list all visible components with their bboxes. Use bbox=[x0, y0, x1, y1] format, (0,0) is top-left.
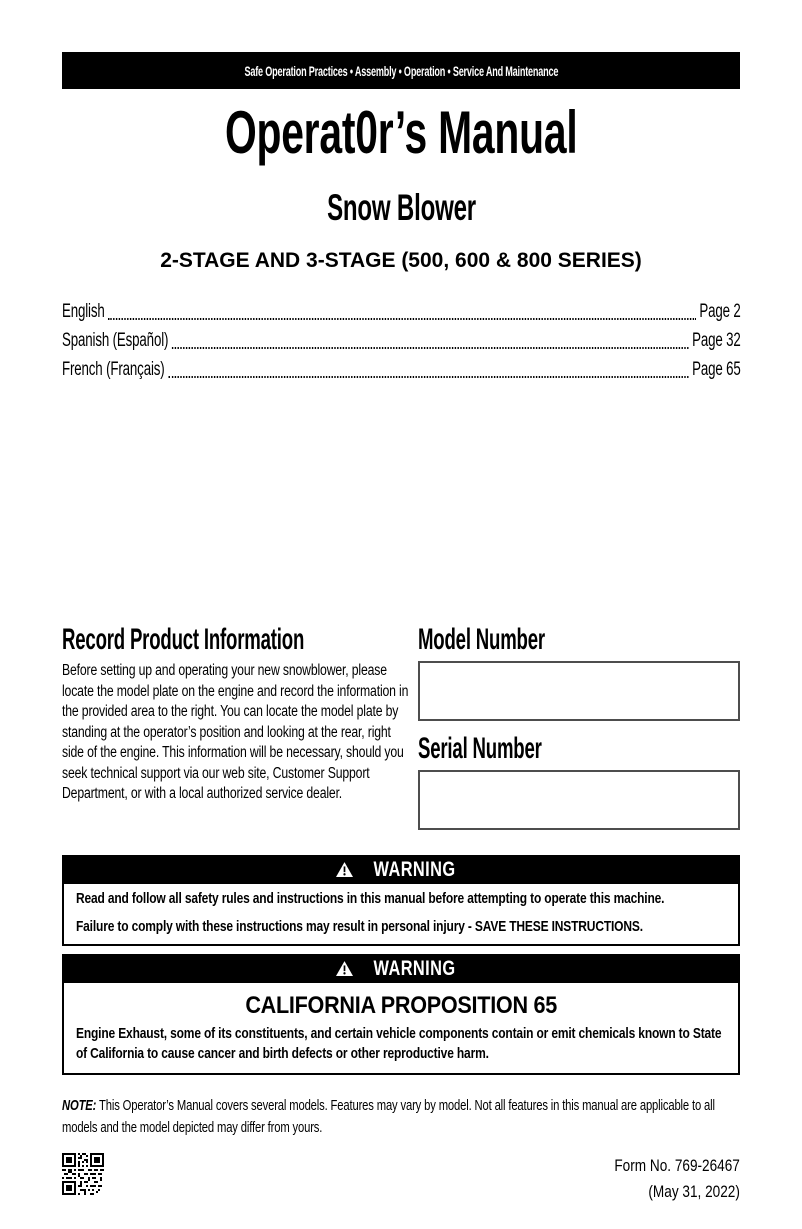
form-date: (May 31, 2022) bbox=[648, 1182, 740, 1201]
toc-label: English bbox=[62, 301, 105, 322]
top-banner bbox=[62, 52, 740, 89]
page-footer bbox=[62, 1153, 740, 1205]
record-info-paragraph: Before setting up and operating your new snowblower, please locate the model plate on the engine and record the information in the provided area to the right. You can locate the model plate by standing at the operator’s position and looking at the rear, right side of the engine. This information will be necessary, should you seek technical support via our web site, Customer Support Department, or with a local authorized service dealer. bbox=[62, 662, 409, 802]
prop65-title: CALIFORNIA PROPOSITION 65 bbox=[245, 992, 557, 1019]
dot-leader bbox=[172, 347, 689, 349]
warning-header-label: WARNING bbox=[373, 857, 455, 881]
model-number-field[interactable] bbox=[418, 661, 740, 721]
record-info-heading: Record Product Information bbox=[62, 623, 305, 656]
warning-header bbox=[62, 855, 740, 884]
toc-page: Page 65 bbox=[692, 359, 741, 380]
warning-body bbox=[62, 983, 740, 1075]
warning-line: Read and follow all safety rules and instructions in this manual before attempting to operate this machine. bbox=[76, 890, 665, 907]
warning-header-label: WARNING bbox=[373, 956, 455, 980]
product-subtitle-text: Snow Blower bbox=[326, 187, 476, 228]
product-subtitle bbox=[62, 187, 740, 228]
warning-triangle-icon bbox=[336, 862, 353, 877]
toc-row-french bbox=[62, 355, 741, 384]
form-info bbox=[583, 1153, 740, 1205]
dot-leader bbox=[108, 318, 696, 320]
toc-page: Page 2 bbox=[699, 301, 741, 322]
table-of-contents bbox=[62, 297, 740, 384]
model-number-label: Model Number bbox=[418, 623, 545, 656]
page-title-text: Operat0r’s Manual bbox=[224, 99, 578, 166]
warning-header bbox=[62, 954, 740, 983]
note-paragraph bbox=[62, 1095, 740, 1139]
qr-code bbox=[62, 1153, 104, 1195]
serial-number-label: Serial Number bbox=[418, 732, 542, 765]
form-number: Form No. 769-26467 bbox=[614, 1156, 740, 1175]
toc-label: French (Français) bbox=[62, 359, 165, 380]
top-banner-text: Safe Operation Practices • Assembly • Operation • Service And Maintenance bbox=[244, 62, 558, 79]
series-line: 2-STAGE AND 3-STAGE (500, 600 & 800 SERIES) bbox=[160, 249, 642, 272]
warning-box-prop65 bbox=[62, 954, 740, 1075]
toc-row-spanish bbox=[62, 326, 741, 355]
dot-leader bbox=[168, 376, 689, 378]
note-label: NOTE: bbox=[62, 1097, 97, 1114]
warning-triangle-icon bbox=[336, 961, 353, 976]
warning-box-safety bbox=[62, 855, 740, 946]
product-fields-column bbox=[418, 625, 740, 831]
note-text: This Operator’s Manual covers several models. Features may vary by model. Not all features in this manual are applicable to all models and the model depicted may differ from yours. bbox=[62, 1097, 715, 1136]
warning-line: Failure to comply with these instructions may result in personal injury - SAVE THESE INSTRUCTIONS. bbox=[76, 918, 643, 935]
serial-number-field[interactable] bbox=[418, 770, 740, 830]
page-title bbox=[62, 101, 740, 165]
toc-row-english bbox=[62, 297, 741, 326]
prop65-body: Engine Exhaust, some of its constituents, and certain vehicle components contain or emit chemicals known to State of California to cause cancer and birth defects or other reproductive harm. bbox=[76, 1025, 722, 1062]
record-product-section bbox=[62, 625, 740, 831]
warning-body bbox=[62, 884, 740, 946]
toc-label: Spanish (Español) bbox=[62, 330, 169, 351]
toc-page: Page 32 bbox=[692, 330, 741, 351]
record-info-column bbox=[62, 625, 410, 831]
